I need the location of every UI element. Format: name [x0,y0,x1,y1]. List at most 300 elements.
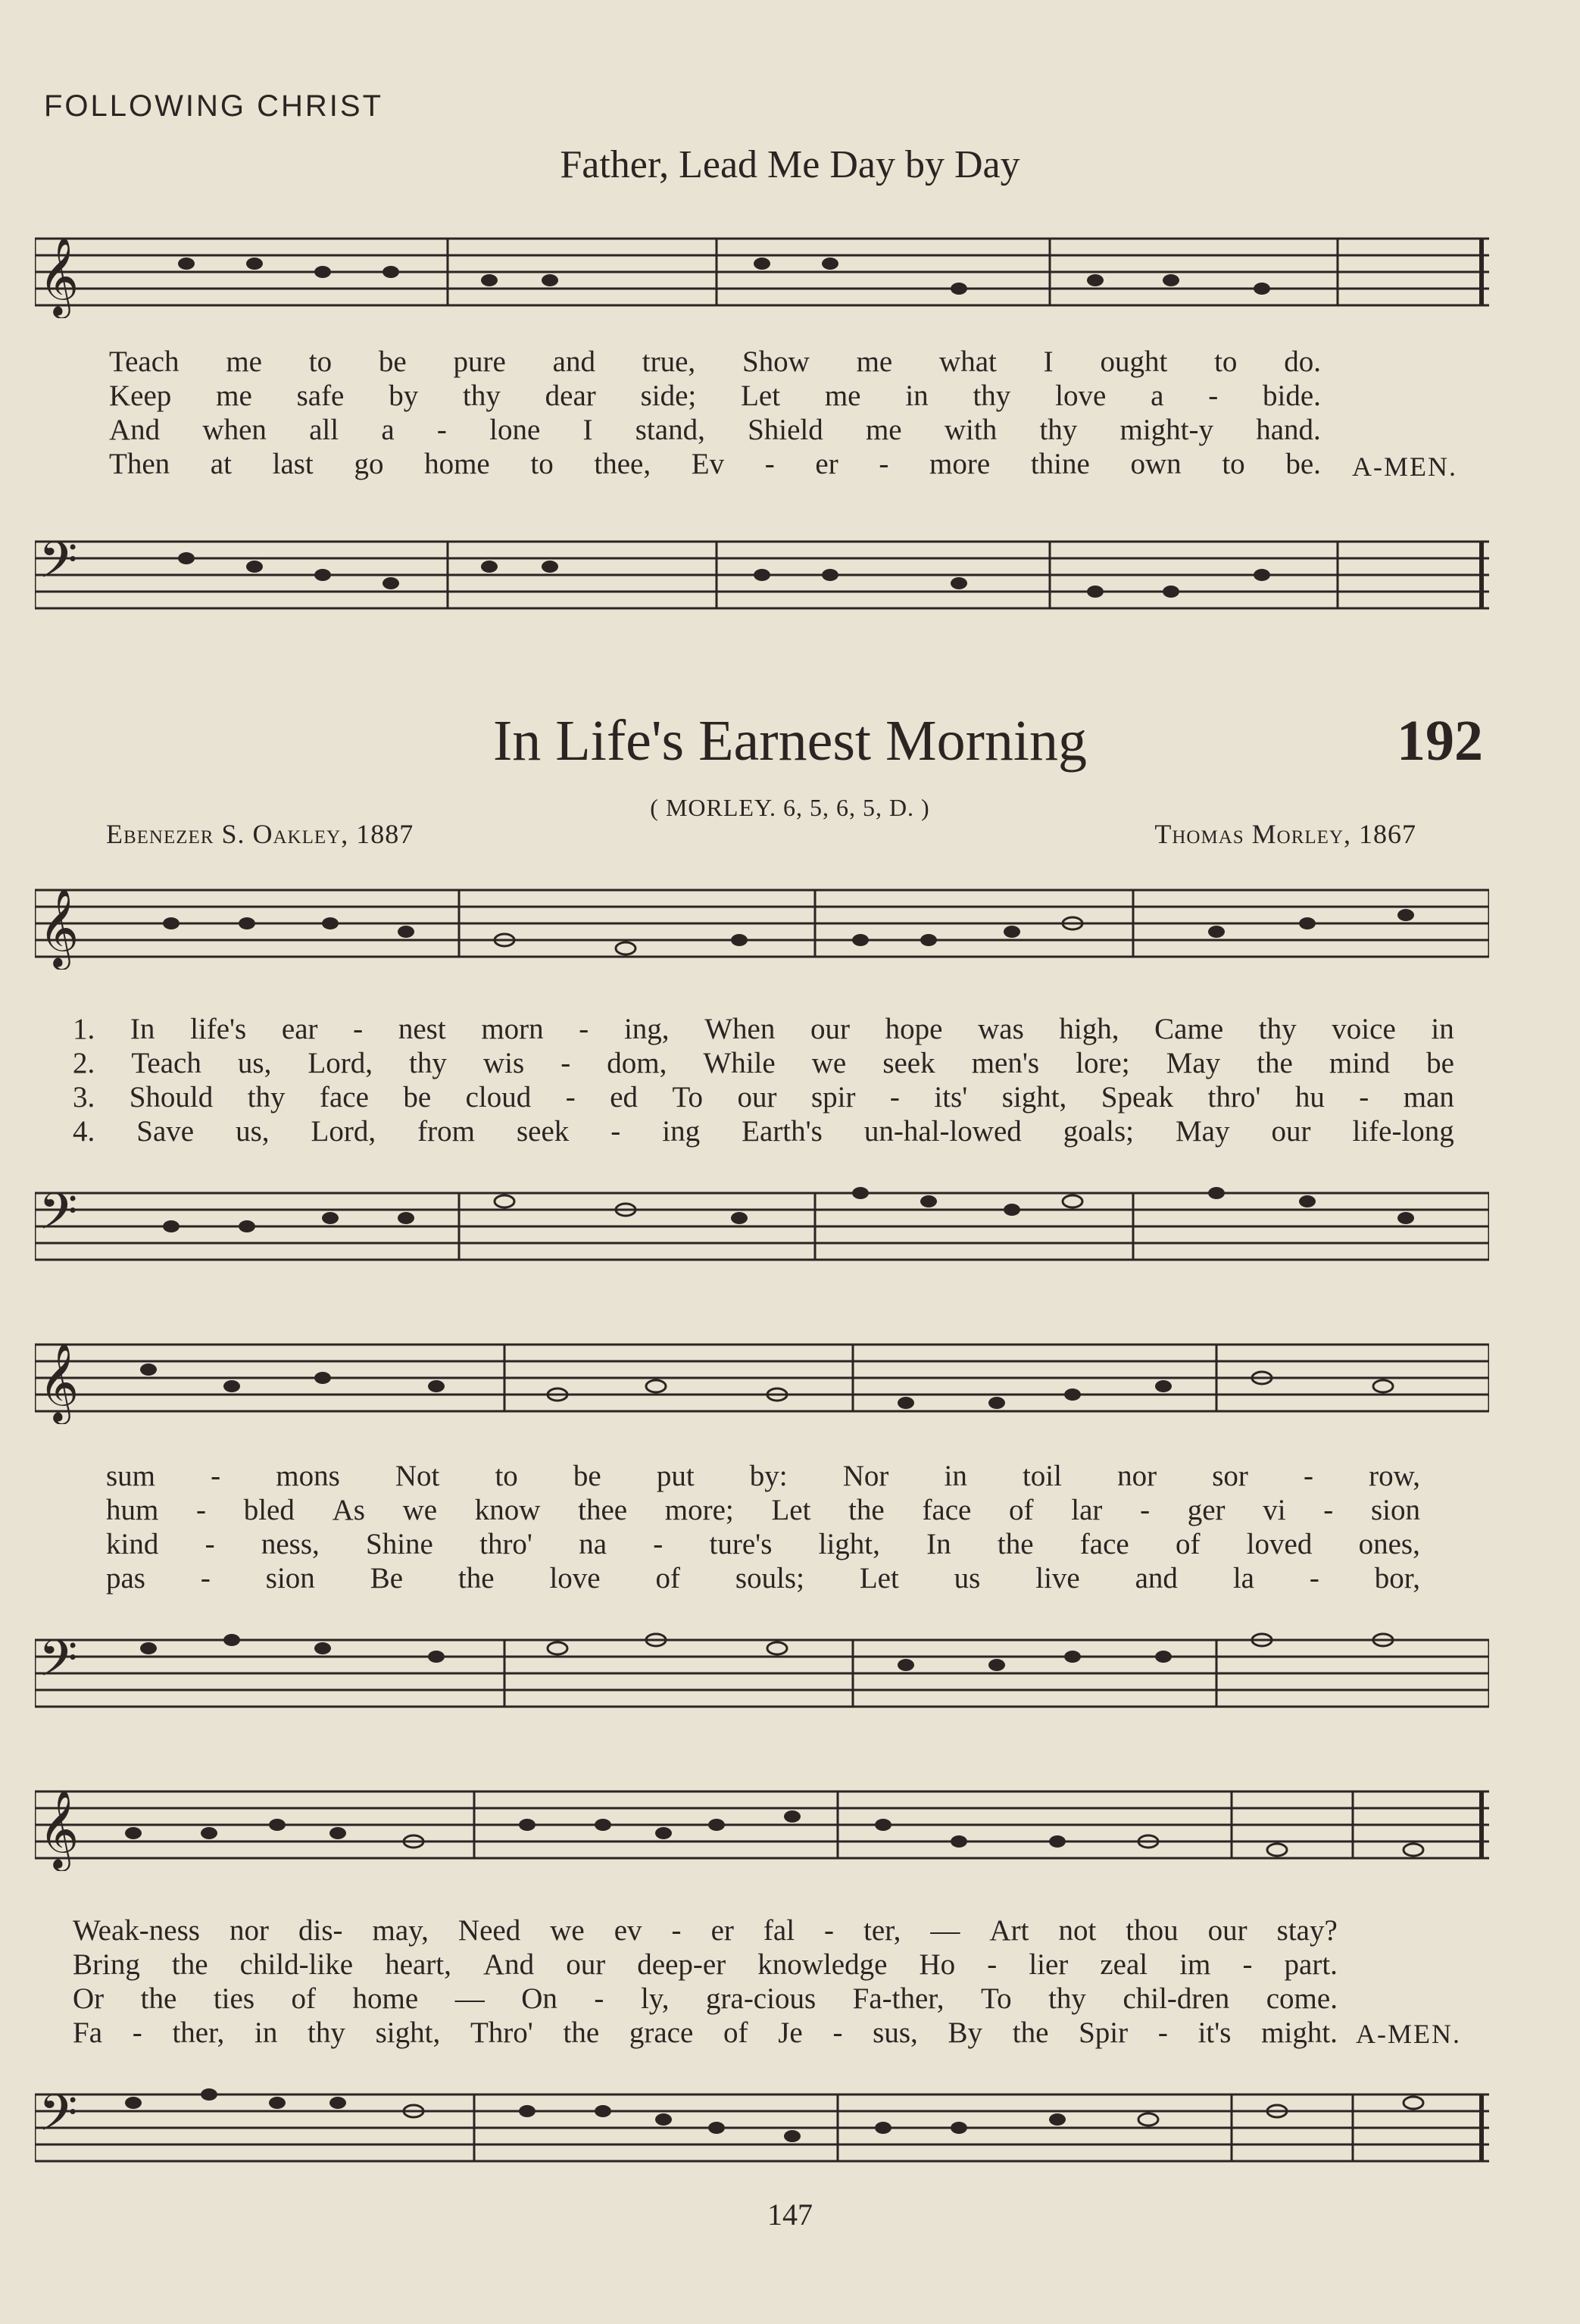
lyric-word: Show [742,345,810,378]
system3-verse-3 [73,1982,1338,2016]
svg-text:𝄢: 𝄢 [39,2084,78,2154]
lyric-word: the [1257,1047,1293,1079]
lyric-word: of [723,2016,748,2049]
lyric-word: our [810,1013,850,1045]
lyric-word: heart, [385,1948,451,1981]
svg-text:𝄢: 𝄢 [39,531,78,601]
lyric-word: stay? [1276,1914,1338,1947]
system3-treble-staff [35,1780,1489,1871]
lyric-word: might-y [1119,414,1214,446]
lyric-word: morn [481,1013,544,1045]
lyric-word: us [954,1562,981,1595]
lyric-word: - [579,1013,589,1045]
lyric-word: - [1309,1562,1319,1595]
lyric-word: to [1222,448,1245,480]
lyric-word: me [226,345,262,378]
lyric-word: sor [1212,1460,1248,1492]
lyric-word: was [978,1013,1024,1045]
lyric-word: sus, [873,2016,918,2049]
system3-verse-2 [73,1948,1338,1982]
lyric-word: knowledge [757,1948,888,1981]
lyric-word: ther, [172,2016,225,2049]
lyric-word: row, [1369,1460,1420,1492]
lyric-word: I [582,414,593,446]
hymn-amen: A-MEN. [1356,2019,1461,2049]
lyric-word: we [811,1047,847,1079]
system1-verse-1 [73,1012,1454,1046]
lyric-word: thy [308,2016,345,2049]
lyric-word: May [1166,1047,1221,1079]
lyric-word: face [319,1081,369,1114]
lyric-word: thy [1048,1982,1086,2015]
prev-hymn-verse-3 [109,413,1321,447]
lyric-word: Ho [919,1948,956,1981]
lyric-word: gra-cious [706,1982,817,2015]
lyric-word: ing, [623,1013,670,1045]
lyric-word: side; [640,380,697,412]
lyric-word: ly, [640,1982,670,2015]
lyric-word: 2. [73,1047,95,1079]
lyric-word: it's [1197,2016,1232,2049]
previous-hymn-title: Father, Lead Me Day by Day [560,143,1020,186]
lyric-word: spir [810,1081,856,1114]
lyric-word: ought [1100,345,1168,378]
lyric-word: — [930,1914,960,1947]
lyric-word: Weak-ness [73,1914,200,1947]
lyric-word: souls; [735,1562,804,1595]
system2-lyrics [106,1459,1420,1595]
lyric-word: we [550,1914,585,1947]
lyric-word: face [922,1494,972,1526]
lyric-word: in [944,1460,967,1492]
lyric-word: ev [614,1914,642,1947]
lyric-word: might. [1261,2016,1338,2049]
lyric-word: dear [545,380,596,412]
lyric-word: And [109,414,161,446]
lyric-word: lone [489,414,541,446]
lyric-word: Bring [73,1948,140,1981]
lyric-word: own [1130,448,1182,480]
svg-text:𝄢: 𝄢 [39,1629,78,1700]
lyric-word: high, [1059,1013,1119,1045]
lyric-word: more; [664,1494,734,1526]
lyric-word: may, [372,1914,429,1947]
lyric-word: Lord, [308,1047,373,1079]
lyric-word: by: [749,1460,788,1492]
lyric-word: Not [395,1460,440,1492]
lyric-word: Save [136,1115,195,1148]
lyric-word: Shine [366,1528,433,1560]
lyric-word: Je [778,2016,803,2049]
lyric-word: nor [1117,1460,1157,1492]
lyric-word: voice [1332,1013,1396,1045]
system1-verse-3 [73,1080,1454,1114]
lyric-word: man [1403,1081,1454,1114]
lyric-word: In [130,1013,155,1045]
lyric-word: part. [1284,1948,1338,1981]
lyric-word: from [417,1115,475,1148]
lyric-word: - [1157,2016,1168,2049]
author-credit: Ebenezer S. Oakley, 1887 [106,819,414,849]
lyric-word: 3. [73,1081,95,1114]
system2-bass-staff [35,1629,1489,1720]
lyric-word: face [1079,1528,1129,1560]
lyric-word: - [1303,1460,1313,1492]
lyric-word: pas [106,1562,145,1595]
lyric-word: Teach [131,1047,201,1079]
lyric-word: be [1426,1047,1454,1079]
lyric-word: its' [934,1081,968,1114]
lyric-word: - [987,1948,998,1981]
lyric-word: what [939,345,997,378]
lyric-word: Let [859,1562,899,1595]
lyric-word: Ev [691,448,725,480]
lyric-word: la [1232,1562,1254,1595]
lyric-word: seek [516,1115,570,1148]
lyric-word: the [997,1528,1034,1560]
lyric-word: I [1043,345,1054,378]
lyric-word: mind [1329,1047,1391,1079]
lyric-word: Speak [1101,1081,1174,1114]
system2-verse-4 [106,1561,1420,1595]
lyric-word: more [929,448,991,480]
lyric-word: vi [1263,1494,1286,1526]
system2-verse-2 [106,1493,1420,1527]
prev-hymn-lyrics [109,345,1321,481]
prev-hymn-treble-staff [35,227,1489,318]
lyric-word: To [980,1982,1012,2015]
lyric-word: seek [882,1047,935,1079]
lyric-word: put [656,1460,695,1492]
lyric-word: love [549,1562,601,1595]
lyric-word: hum [106,1494,159,1526]
lyric-word: sight, [375,2016,441,2049]
system1-verse-2 [73,1046,1454,1080]
lyric-word: the [848,1494,885,1526]
prev-hymn-verse-4 [109,447,1321,481]
lyric-word: - [1140,1494,1151,1526]
svg-text:𝄞: 𝄞 [39,236,80,316]
svg-text:𝄞: 𝄞 [39,1342,80,1422]
lyric-word: in [1431,1013,1454,1045]
lyric-word: er [815,448,838,480]
lyric-word: Art [989,1914,1029,1947]
lyric-word: sight, [1001,1081,1067,1114]
lyric-word: at [210,448,232,480]
lyric-word: fal [763,1914,795,1947]
lyric-word: hand. [1256,414,1321,446]
lyric-word: thy [1039,414,1078,446]
lyric-word: — [454,1982,485,2015]
lyric-word: our [737,1081,777,1114]
lyric-word: go [354,448,384,480]
lyric-word: to [495,1460,518,1492]
lyric-word: hu [1294,1081,1325,1114]
lyric-word: do. [1284,345,1321,378]
lyric-word: - [889,1081,900,1114]
lyric-word: thro' [479,1528,532,1560]
lyric-word: And [482,1948,535,1981]
lyric-word: zeal [1100,1948,1148,1981]
lyric-word: sum [106,1460,156,1492]
lyric-word: Fa-ther, [852,1982,945,2015]
lyric-word: light, [818,1528,880,1560]
lyric-word: Be [370,1562,404,1595]
lyric-word: in [254,2016,278,2049]
lyric-word: thine [1030,448,1090,480]
lyric-word: ture's [709,1528,773,1560]
lyric-word: - [1208,380,1219,412]
hymn-title: In Life's Earnest Morning [492,709,1088,773]
lyric-word: and [1135,1562,1178,1595]
lyric-word: we [402,1494,438,1526]
lyric-word: me [865,414,902,446]
lyric-word: toil [1022,1460,1062,1492]
lyric-word: While [703,1047,776,1079]
lyric-word: - [565,1081,576,1114]
lyric-word: a [1151,380,1164,412]
lyric-word: our [1207,1914,1247,1947]
lyric-word: thou [1126,1914,1179,1947]
lyric-word: - [879,448,889,480]
lyric-word: thy [463,380,501,412]
lyric-word: To [672,1081,704,1114]
lyric-word: child-like [239,1948,354,1981]
lyric-word: - [560,1047,571,1079]
lyric-word: bor, [1374,1562,1420,1595]
lyric-word: Or [73,1982,105,2015]
lyric-word: Should [129,1081,214,1114]
lyric-word: lore; [1076,1047,1130,1079]
lyric-word: - [1323,1494,1334,1526]
lyric-word: ter, [863,1914,901,1947]
lyric-word: me [216,380,252,412]
lyric-word: hope [885,1013,943,1045]
lyric-word: of [291,1982,317,2015]
lyric-word: nest [398,1013,446,1045]
hymn-number: 192 [1397,709,1483,773]
lyric-word: home [424,448,490,480]
lyric-word: thy [409,1047,447,1079]
lyric-word: our [566,1948,606,1981]
lyric-word: of [1175,1528,1201,1560]
lyric-word: dom, [607,1047,667,1079]
lyric-word: know [474,1494,541,1526]
system3-verse-4 [73,2016,1338,2050]
lyric-word: As [332,1494,365,1526]
lyric-word: Keep [109,380,172,412]
lyric-word: love [1055,380,1107,412]
system2-treble-staff [35,1333,1489,1424]
lyric-word: thy [1258,1013,1297,1045]
lyric-word: not [1058,1914,1097,1947]
lyric-word: in [905,380,929,412]
lyric-word: us, [237,1047,272,1079]
lyric-word: thro' [1207,1081,1261,1114]
prev-hymn-bass-staff [35,530,1489,621]
lyric-word: be [378,345,407,378]
page-number: 147 [767,2197,813,2232]
lyric-word: Teach [109,345,180,378]
lyric-word: 4. [73,1115,95,1148]
lyric-word: ear [281,1013,318,1045]
lyric-word: - [594,1982,604,2015]
lyric-word: - [671,1914,682,1947]
lyric-word: Shield [748,414,823,446]
system1-bass-staff [35,1182,1489,1273]
lyric-word: chil-dren [1123,1982,1230,2015]
svg-text:𝄢: 𝄢 [39,1182,78,1253]
lyric-word: be [403,1081,432,1114]
lyric-word: - [824,1914,835,1947]
lyric-word: and [552,345,595,378]
lyric-word: cloud [465,1081,532,1114]
lyric-word: dis- [298,1914,343,1947]
lyric-word: of [655,1562,680,1595]
lyric-word: home [352,1982,419,2015]
lyric-word: Spir [1079,2016,1129,2049]
lyric-word: ties [213,1982,255,2015]
lyric-word: On [521,1982,557,2015]
lyric-word: Fa [73,2016,102,2049]
lyric-word: When [704,1013,776,1045]
lyric-word: goals; [1063,1115,1134,1148]
lyric-word: sion [1370,1494,1420,1526]
system3-lyrics [73,1913,1338,2050]
lyric-word: Let [741,380,781,412]
lyric-word: bled [243,1494,295,1526]
lyric-word: men's [971,1047,1040,1079]
system1-lyrics [73,1012,1454,1148]
lyric-word: - [205,1528,215,1560]
lyric-word: the [457,1562,495,1595]
svg-text:𝄞: 𝄞 [39,1789,80,1869]
system2-verse-3 [106,1527,1420,1561]
lyric-word: the [1012,2016,1049,2049]
lyric-word: May [1175,1115,1230,1148]
lyric-word: ones, [1358,1528,1420,1560]
system1-treble-staff [35,879,1489,970]
lyric-word: - [1242,1948,1253,1981]
lyric-word: ed [610,1081,638,1114]
lyric-word: the [140,1982,177,2015]
lyric-word: come. [1266,1982,1338,2015]
lyric-word: all [309,414,339,446]
lyric-word: er [710,1914,734,1947]
lyric-word: - [200,1562,211,1595]
lyric-word: us, [236,1115,270,1148]
lyric-word: Thro' [470,2016,533,2049]
prev-hymn-amen: A-MEN. [1352,451,1457,482]
lyric-word: im [1179,1948,1211,1981]
lyric-word: live [1035,1562,1080,1595]
lyric-word: life-long [1352,1115,1454,1148]
lyric-word: thee [578,1494,628,1526]
lyric-word: loved [1246,1528,1313,1560]
system2-verse-1 [106,1459,1420,1493]
lyric-word: Came [1154,1013,1224,1045]
lyric-word: lier [1029,1948,1069,1981]
lyric-word: - [832,2016,843,2049]
lyric-word: - [132,2016,142,2049]
lyric-word: lar [1071,1494,1103,1526]
lyric-word: mons [276,1460,340,1492]
lyric-word: ger [1187,1494,1226,1526]
lyric-word: ness, [261,1528,320,1560]
lyric-word: - [610,1115,621,1148]
lyric-word: 1. [73,1013,95,1045]
lyric-word: last [272,448,314,480]
lyric-word: thy [247,1081,286,1114]
lyric-word: thee, [594,448,651,480]
lyric-word: Nor [842,1460,889,1492]
lyric-word: stand, [635,414,705,446]
lyric-word: our [1271,1115,1311,1148]
lyric-word: safe [296,380,345,412]
lyric-word: bide. [1263,380,1321,412]
lyric-word: - [211,1460,221,1492]
lyric-word: a [381,414,395,446]
system1-verse-4 [73,1114,1454,1148]
lyric-word: In [926,1528,951,1560]
lyric-word: Then [109,448,170,480]
lyric-word: - [353,1013,364,1045]
lyric-word: - [196,1494,207,1526]
lyric-word: the [171,1948,208,1981]
lyric-word: wis [482,1047,525,1079]
lyric-word: true, [642,345,696,378]
lyric-word: be [573,1460,601,1492]
lyric-word: - [1359,1081,1369,1114]
lyric-word: of [1009,1494,1034,1526]
prev-hymn-verse-2 [109,379,1321,413]
lyric-word: be. [1285,448,1321,480]
lyric-word: when [202,414,267,446]
lyric-word: me [856,345,893,378]
lyric-word: - [653,1528,664,1560]
lyric-word: nor [229,1914,269,1947]
lyric-word: with [944,414,998,446]
prev-hymn-verse-1 [109,345,1321,379]
lyric-word: By [948,2016,983,2049]
tune-name: ( MORLEY. 6, 5, 6, 5, D. ) [650,794,930,821]
system3-verse-1 [73,1913,1338,1948]
lyric-word: Earth's [742,1115,823,1148]
lyric-word: to [308,345,333,378]
lyric-word: to [530,448,554,480]
lyric-word: Need [457,1914,521,1947]
lyric-word: life's [190,1013,247,1045]
lyric-word: un-hal-lowed [863,1115,1022,1148]
lyric-word: Lord, [311,1115,376,1148]
svg-text:𝄞: 𝄞 [39,888,80,967]
lyric-word: - [764,448,775,480]
composer-credit: Thomas Morley, 1867 [1154,819,1416,849]
lyric-word: sion [265,1562,315,1595]
lyric-word: deep-er [637,1948,726,1981]
lyric-word: me [824,380,861,412]
lyric-word: grace [629,2016,694,2049]
lyric-word: kind [106,1528,159,1560]
system3-bass-staff [35,2083,1489,2174]
lyric-word: - [436,414,447,446]
lyric-word: ing [662,1115,701,1148]
lyric-word: Let [771,1494,811,1526]
section-heading: FOLLOWING CHRIST [44,89,384,123]
lyric-word: thy [973,380,1011,412]
lyric-word: pure [453,345,506,378]
lyric-word: by [389,380,419,412]
